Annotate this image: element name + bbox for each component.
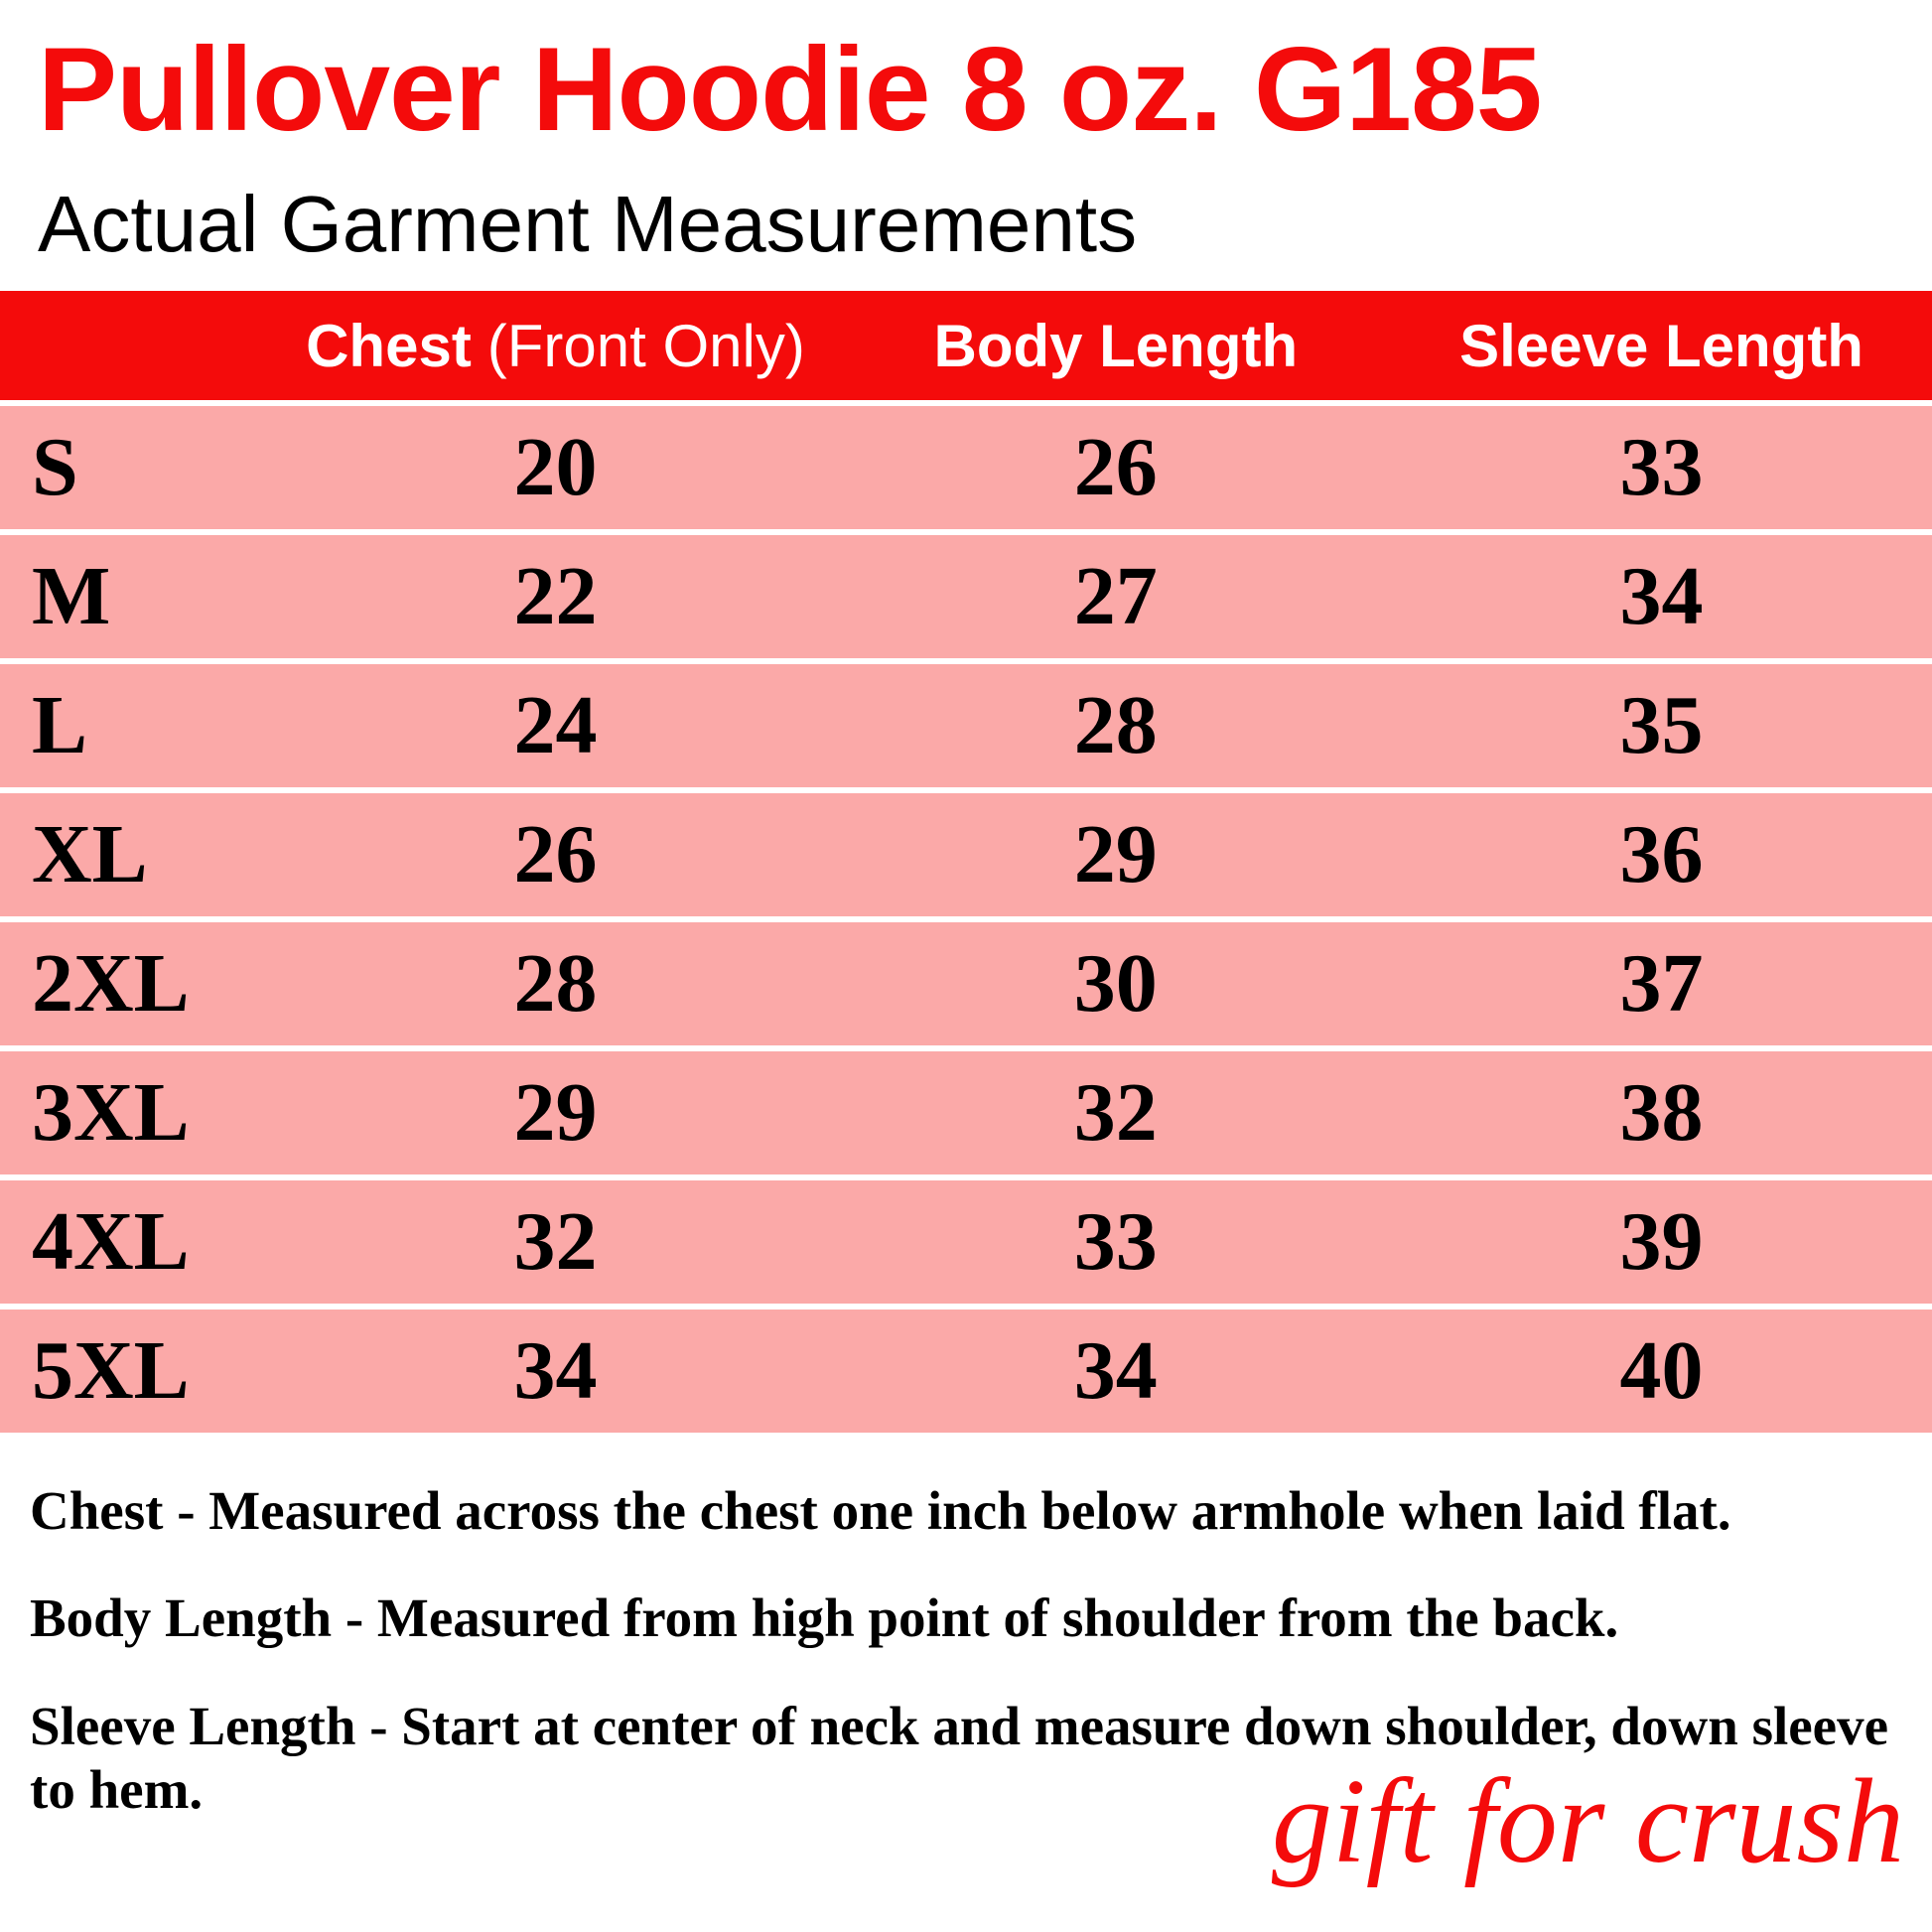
sleeve-length-value: 39 xyxy=(1619,1195,1704,1288)
page-subtitle: Actual Garment Measurements xyxy=(38,180,1138,268)
body-length-value: 30 xyxy=(1073,937,1158,1030)
chest-note: Chest - Measured across the chest one inch below armhole when laid flat. xyxy=(30,1480,1731,1541)
size-label: XL xyxy=(32,808,148,900)
chest-value: 26 xyxy=(513,808,598,900)
page-title: Pullover Hoodie 8 oz. G185 xyxy=(38,23,1542,156)
chest-column-header xyxy=(270,291,840,400)
body-length-value: 34 xyxy=(1073,1324,1158,1417)
chest-value: 34 xyxy=(513,1324,598,1417)
table-row xyxy=(0,793,1932,916)
size-label: S xyxy=(32,421,78,513)
sleeve-length-note: Sleeve Length - Start at center of neck and measure down shoulder, down sleeve to hem. xyxy=(30,1695,1888,1821)
chest-value: 29 xyxy=(513,1066,598,1159)
size-label: M xyxy=(32,550,111,642)
sleeve-length-value: 35 xyxy=(1619,679,1704,771)
size-chart-table xyxy=(0,285,1932,1439)
chest-value: 24 xyxy=(513,679,598,771)
chest-value: 28 xyxy=(513,937,598,1030)
body-length-note: Body Length - Measured from high point of shoulder from the back. xyxy=(30,1587,1619,1649)
sleeve-length-value: 40 xyxy=(1619,1324,1704,1417)
table-row xyxy=(0,535,1932,658)
table-row xyxy=(0,1310,1932,1433)
chest-header-label: Chest xyxy=(306,312,472,379)
chest-value: 22 xyxy=(513,550,598,642)
sleeve-length-value: 38 xyxy=(1619,1066,1704,1159)
table-row xyxy=(0,1180,1932,1304)
sleeve-length-value: 33 xyxy=(1619,421,1704,513)
sleeve-length-value: 34 xyxy=(1619,550,1704,642)
body-length-value: 29 xyxy=(1073,808,1158,900)
body-length-value: 32 xyxy=(1073,1066,1158,1159)
size-label: L xyxy=(32,679,88,771)
sleeve-length-value: 37 xyxy=(1619,937,1704,1030)
body-length-value: 27 xyxy=(1073,550,1158,642)
size-label: 3XL xyxy=(32,1066,190,1159)
body-length-value: 26 xyxy=(1073,421,1158,513)
body-length-value: 33 xyxy=(1073,1195,1158,1288)
table-row xyxy=(0,664,1932,787)
table-row xyxy=(0,922,1932,1045)
sleeve-length-value: 36 xyxy=(1619,808,1704,900)
brand-signature: gift for crush xyxy=(1271,1754,1904,1888)
size-label: 4XL xyxy=(32,1195,190,1288)
table-header xyxy=(0,291,1932,400)
chest-header-note: (Front Only) xyxy=(486,312,805,379)
chest-value: 32 xyxy=(513,1195,598,1288)
chest-value: 20 xyxy=(513,421,598,513)
sleeve-length-column-header: Sleeve Length xyxy=(1459,312,1863,379)
body-length-value: 28 xyxy=(1073,679,1158,771)
size-label: 2XL xyxy=(32,937,190,1030)
table-header-row xyxy=(0,291,1932,400)
size-column-header xyxy=(0,291,270,400)
table-body xyxy=(0,406,1932,1433)
size-label: 5XL xyxy=(32,1324,190,1417)
table-row xyxy=(0,406,1932,529)
table-row xyxy=(0,1051,1932,1174)
body-length-column-header: Body Length xyxy=(933,312,1299,379)
